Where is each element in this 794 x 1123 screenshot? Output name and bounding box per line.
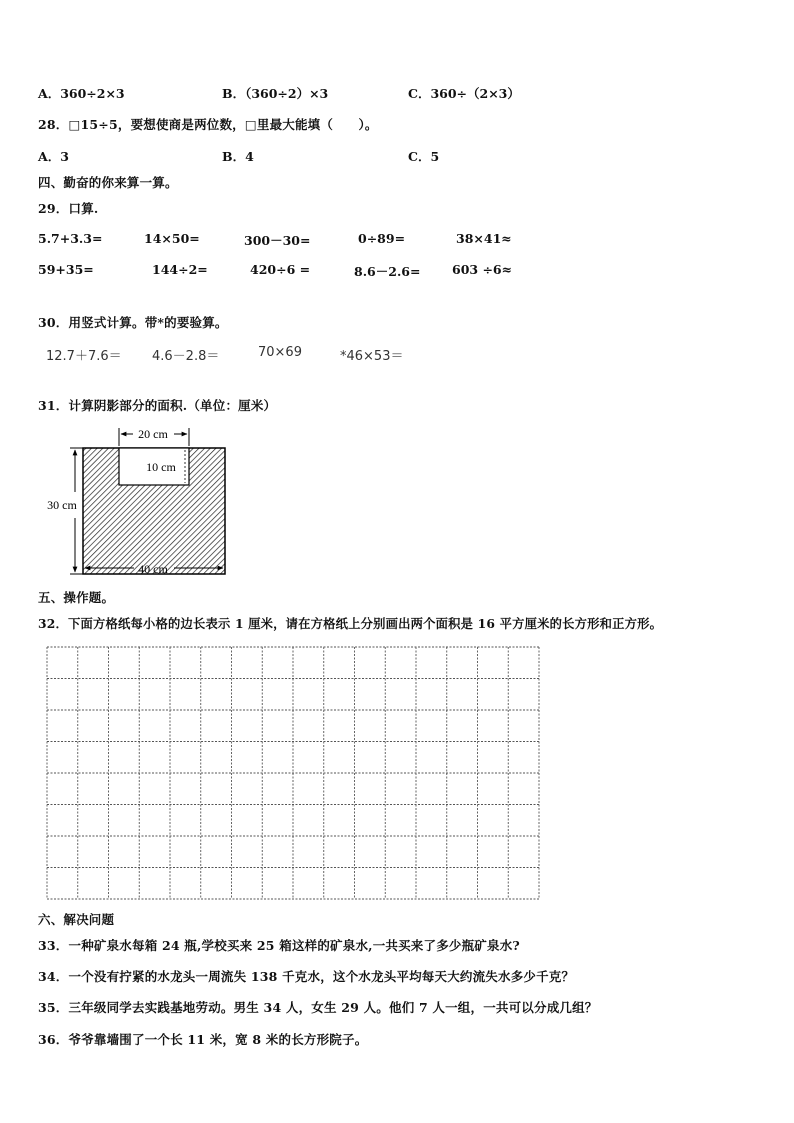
q29-item: 38×41≈: [456, 231, 512, 246]
q29-item: 8.6－2.6=: [354, 264, 421, 279]
q30-items: [46, 345, 746, 363]
graph-paper-grid[interactable]: [46, 646, 540, 900]
q29-item: 5.7+3.3=: [38, 231, 103, 246]
q30-item: 70×69: [258, 345, 302, 360]
section-6-heading: 六、解决问题: [38, 912, 115, 927]
q29-item: 420÷6 =: [250, 262, 311, 277]
label-left: 30 cm: [47, 498, 77, 512]
q29-row-2: [38, 262, 738, 280]
q33-question: 33．一种矿泉水每箱 24 瓶,学校买来 25 箱这样的矿泉水,一共买来了多少瓶矿泉水?: [38, 938, 520, 953]
q29-item: 59+35=: [38, 262, 94, 277]
q30-item: *46×53＝: [340, 349, 404, 364]
q32-question: 32．下面方格纸每小格的边长表示 1 厘米，请在方格纸上分别画出两个面积是 16 平方厘米的长方形和正方形。: [38, 616, 663, 631]
q28-option-a: A．3: [38, 149, 69, 164]
q28-option-c: C．5: [408, 149, 440, 164]
q27-option-b: B．（360÷2）×3: [222, 86, 329, 101]
q29-item: 14×50=: [144, 231, 200, 246]
label-bottom: 40 cm: [138, 562, 168, 576]
q29-row-1: [38, 231, 738, 249]
q30-item: 4.6－2.8＝: [152, 349, 220, 364]
q29-item: 144÷2=: [152, 262, 208, 277]
q30-item: 12.7＋7.6＝: [46, 349, 122, 364]
q27-options: [38, 84, 738, 102]
q29-item: 300－30=: [244, 233, 311, 248]
q29-title: 29．口算.: [38, 201, 99, 216]
label-top: 20 cm: [138, 427, 168, 441]
q28-question: 28．□15÷5，要想使商是两位数，□里最大能填（ ）。: [38, 117, 378, 132]
q34-question: 34．一个没有拧紧的水龙头一周流失 138 千克水，这个水龙头平均每天大约流失水多少千克？: [38, 969, 575, 984]
label-inner: 10 cm: [146, 460, 176, 474]
q27-option-c: C．360÷（2×3）: [408, 86, 520, 101]
shaded-area-figure: [40, 420, 240, 580]
q28-options: [38, 147, 738, 165]
section-5-heading: 五、操作题。: [38, 590, 115, 605]
q29-item: 603 ÷6≈: [452, 262, 513, 277]
q28-option-b: B．4: [222, 149, 254, 164]
q30-title: 30．用竖式计算。带*的要验算。: [38, 315, 228, 330]
section-4-heading: 四、勤奋的你来算一算。: [38, 175, 178, 190]
q35-question: 35．三年级同学去实践基地劳动。男生 34 人，女生 29 人。他们 7 人一组，一共可以分成几组？: [38, 1000, 598, 1015]
q29-item: 0÷89=: [358, 231, 406, 246]
q36-question: 36．爷爷靠墙围了一个长 11 米，宽 8 米的长方形院子。: [38, 1032, 368, 1047]
q31-title: 31．计算阴影部分的面积.（单位：厘米）: [38, 398, 277, 413]
q27-option-a: A．360÷2×3: [38, 86, 125, 101]
